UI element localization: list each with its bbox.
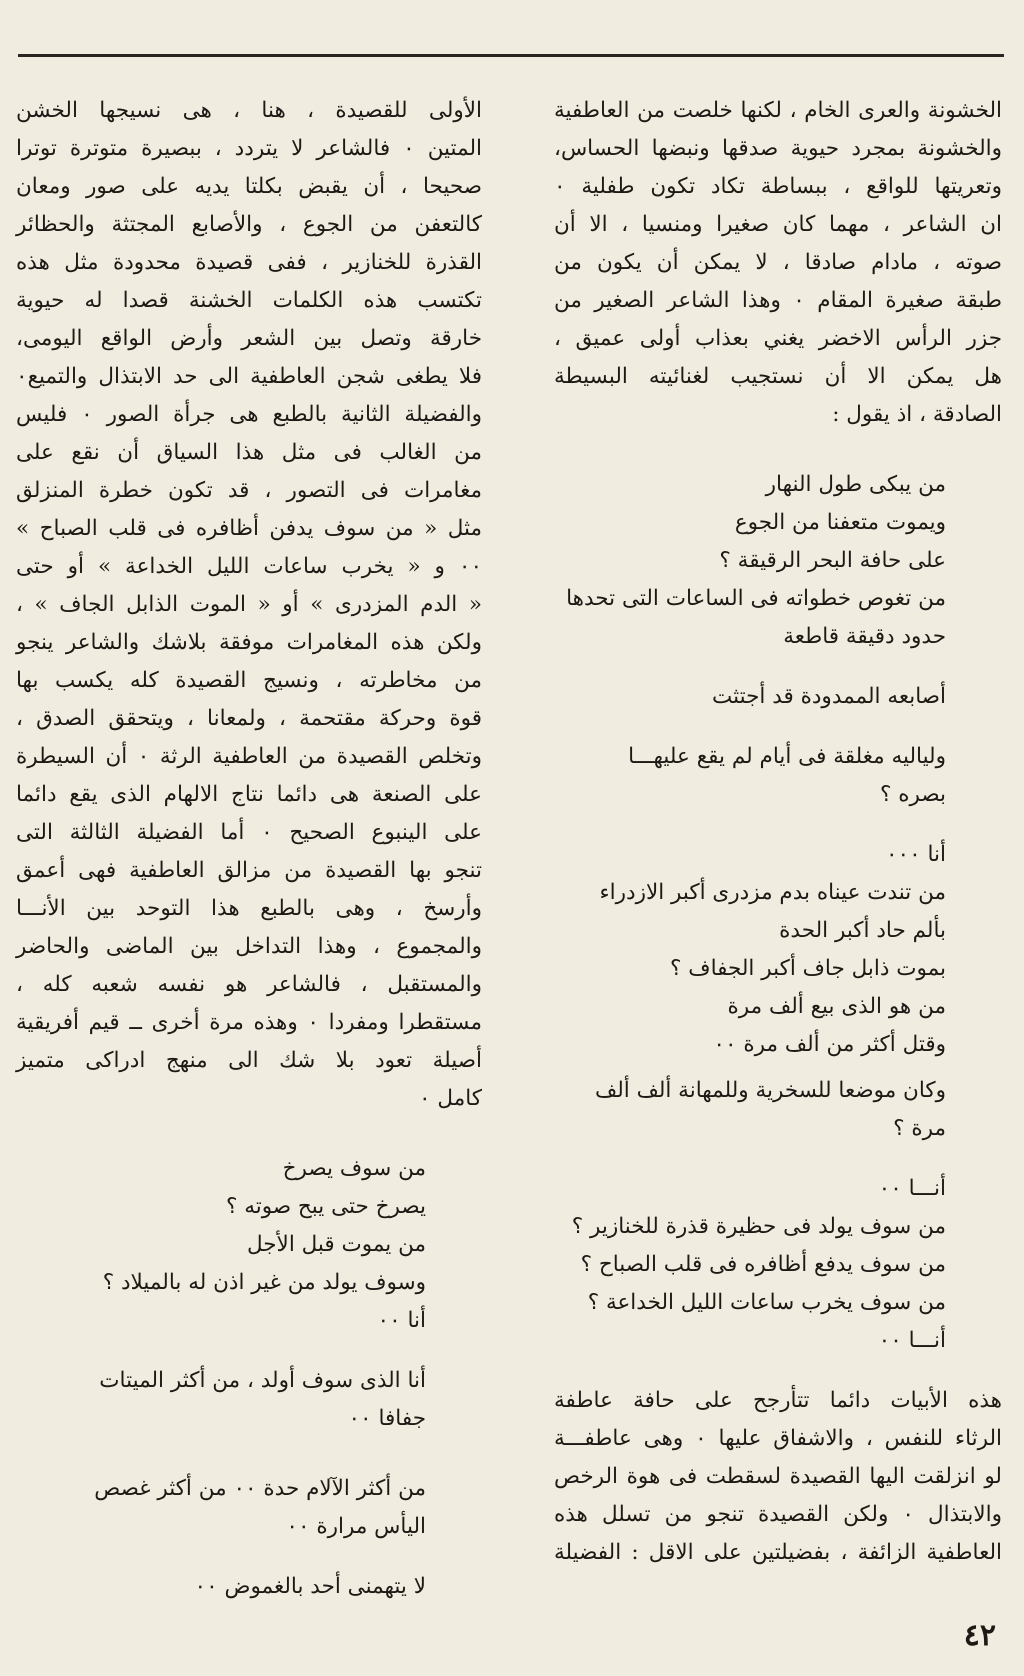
text-line: على الينبوع الصحيح ٠ أما الفضيلة الثالثة التى xyxy=(16,820,482,845)
verse-line: لا يتهمنى أحد بالغموض ٠٠ xyxy=(194,1574,426,1599)
right-poem-stanza-4 xyxy=(554,836,1002,1064)
text-line: هذه الأبيات دائما تتأرجح على حافة عاطفة xyxy=(554,1388,1002,1413)
left-poem-stanza-3 xyxy=(16,1470,482,1546)
text-line: وأرسخ ، وهى بالطبع هذا التوحد بين الأنـــا xyxy=(16,896,482,921)
text-line: أصيلة تعود بلا شك الى منهج ادراكى متميز xyxy=(16,1048,482,1073)
right-poem-stanza-2 xyxy=(554,678,1002,716)
text-line: العاطفية الزائفة ، بفضيلتين على الاقل : الفضيلة xyxy=(554,1540,1002,1565)
text-line: الرثاء للنفس ، والاشفاق عليها ٠ وهى عاطفـــة xyxy=(554,1426,1002,1451)
right-column xyxy=(554,92,1002,1572)
verse-line: بموت ذابل جاف أكبر الجفاف ؟ xyxy=(670,956,946,981)
left-poem-stanza-4 xyxy=(16,1568,482,1606)
text-line: ٠٠ و « يخرب ساعات الليل الخداعة » أو حتى xyxy=(16,554,482,579)
text-line: « الدم المزدرى » أو « الموت الذابل الجاف » ، xyxy=(16,592,482,617)
text-line: والمجموع ، وهذا التداخل بين الماضى والحاضر xyxy=(16,934,482,959)
verse-line: أصابعه الممدودة قد أجتثت xyxy=(712,684,946,709)
text-line: فلا يطغى شجن العاطفية الى حد الابتذال والتميع٠ xyxy=(16,364,482,389)
text-line: على الصنعة هى دائما نتاج الالهام الذى يقع دائما xyxy=(16,782,482,807)
left-column xyxy=(16,92,482,1606)
text-line: ولكن هذه المغامرات موفقة بلاشك والشاعر ينجو xyxy=(16,630,482,655)
right-poem-stanza-5 xyxy=(554,1072,1002,1148)
text-line: تنجو بها القصيدة من مزالق العاطفية فهى أعمق xyxy=(16,858,482,883)
text-line: من مخاطرته ، ونسيج القصيدة كله يكسب بها xyxy=(16,668,482,693)
text-line: هل يمكن الا أن نستجيب لغنائيته البسيطة xyxy=(554,364,1002,389)
right-poem-stanza-3 xyxy=(554,738,1002,814)
verse-line: من سوف يدفع أظافره فى قلب الصباح ؟ xyxy=(580,1252,946,1277)
text-line: مستقطرا ومفردا ٠ وهذه مرة أخرى ــ قيم أفريقية xyxy=(16,1010,482,1035)
text-line: وتعريتها للواقع ، ببساطة تكاد تكون طفلية ٠ xyxy=(554,174,1002,199)
text-line: والمستقبل ، فالشاعر هو نفسه شعبه كله ، xyxy=(16,972,482,997)
text-line: القذرة للخنازير ، ففى قصيدة محدودة مثل هذه xyxy=(16,250,482,275)
verse-line: اليأس مرارة ٠٠ xyxy=(286,1514,426,1539)
verse-line: أنـــا ٠٠ xyxy=(878,1328,946,1353)
text-line: قوة وحركة مقتحمة ، ولمعانا ، ويتحقق الصدق ، xyxy=(16,706,482,731)
verse-line: من سوف يصرخ xyxy=(282,1156,426,1181)
verse-line: من هو الذى بيع ألف مرة xyxy=(727,994,946,1019)
text-line: لو انزلقت اليها القصيدة لسقطت فى هوة الرخص xyxy=(554,1464,1002,1489)
text-line: الصادقة ، اذ يقول : xyxy=(832,402,1002,427)
verse-line: من أكثر الآلام حدة ٠٠ من أكثر غصص xyxy=(94,1476,426,1501)
verse-line: ويموت متعفنا من الجوع xyxy=(734,510,946,535)
verse-line: من تندت عيناه بدم مزدرى أكبر الازدراء xyxy=(599,880,946,905)
verse-line: ولياليه مغلقة فى أيام لم يقع عليهـــا xyxy=(628,744,946,769)
verse-line: حدود دقيقة قاطعة xyxy=(783,624,946,649)
verse-line: وسوف يولد من غير اذن له بالميلاد ؟ xyxy=(102,1270,426,1295)
text-line: مغامرات فى التصور ، قد تكون خطرة المنزلق xyxy=(16,478,482,503)
text-line: والابتذال ٠ ولكن القصيدة تنجو من تسلل هذه xyxy=(554,1502,1002,1527)
text-line: الخشونة والعرى الخام ، لكنها خلصت من العاطفية xyxy=(554,98,1002,123)
text-line: طبقة صغيرة المقام ٠ وهذا الشاعر الصغير من xyxy=(554,288,1002,313)
verse-line: مرة ؟ xyxy=(893,1116,946,1141)
text-line: صحيحا ، أن يقبض بكلتا يديه على صور ومعان xyxy=(16,174,482,199)
text-line: صوته ، مادام صادقا ، لا يمكن أن يكون من xyxy=(554,250,1002,275)
verse-line: أنـــا ٠٠ xyxy=(878,1176,946,1201)
verse-line: وقتل أكثر من ألف مرة ٠٠ xyxy=(713,1032,946,1057)
right-intro-paragraph xyxy=(554,92,1002,434)
text-line: وتخلص القصيدة من العاطفية الرثة ٠ أن السيطرة xyxy=(16,744,483,769)
verse-line: على حافة البحر الرقيقة ؟ xyxy=(719,548,946,573)
text-line: والفضيلة الثانية بالطبع هى جرأة الصور ٠ فليس xyxy=(16,402,482,427)
verse-line: وكان موضعا للسخرية وللمهانة ألف ألف xyxy=(594,1078,946,1103)
verse-line: من سوف يولد فى حظيرة قذرة للخنازير ؟ xyxy=(571,1214,946,1239)
text-line: جزر الرأس الاخضر يغني بعذاب أولى عميق ، xyxy=(554,326,1002,351)
text-line: المتين ٠ فالشاعر لا يتردد ، ببصيرة متوترة توترا xyxy=(16,136,482,161)
verse-line: بصره ؟ xyxy=(879,782,946,807)
verse-line: أنا ٠٠٠ xyxy=(886,842,946,867)
text-line: كالتعفن من الجوع ، والأصابع المجتثة والحظائر xyxy=(16,212,482,237)
header-rule xyxy=(18,54,1004,57)
right-outro-paragraph xyxy=(554,1382,1002,1572)
text-line: تكتسب هذه الكلمات الخشنة قصدا له حيوية xyxy=(16,288,482,313)
page-number: ٤٢ xyxy=(963,1618,996,1653)
verse-line: بألم حاد أكبر الحدة xyxy=(779,918,946,943)
text-line: الأولى للقصيدة ، هنا ، هى نسيجها الخشن xyxy=(16,98,482,123)
verse-line: من سوف يخرب ساعات الليل الخداعة ؟ xyxy=(587,1290,946,1315)
text-line: من الغالب فى مثل هذا السياق أن نقع على xyxy=(16,440,482,465)
text-line: والخشونة بمجرد حيوية صدقها ونبضها الحساس، xyxy=(554,136,1002,161)
text-line: مثل « من سوف يدفن أظافره فى قلب الصباح » xyxy=(16,516,482,541)
verse-line: جفافا ٠٠ xyxy=(348,1406,426,1431)
text-line: خارقة وتصل بين الشعر وأرض الواقع اليومى، xyxy=(16,326,482,351)
verse-line: من يموت قبل الأجل xyxy=(246,1232,426,1257)
verse-line: أنا الذى سوف أولد ، من أكثر الميتات xyxy=(99,1368,426,1393)
right-poem-stanza-1 xyxy=(554,466,1002,656)
verse-line: من يبكى طول النهار xyxy=(765,472,946,497)
text-line: كامل ٠ xyxy=(419,1086,482,1111)
verse-line: يصرخ حتى يبح صوته ؟ xyxy=(225,1194,426,1219)
text-line: ان الشاعر ، مهما كان صغيرا ومنسيا ، الا أن xyxy=(554,212,1002,237)
left-poem-stanza-1 xyxy=(16,1150,482,1340)
left-body-paragraph xyxy=(16,92,482,1118)
left-poem-stanza-2 xyxy=(16,1362,482,1438)
right-poem-stanza-6 xyxy=(554,1170,1002,1360)
verse-line: أنا ٠٠ xyxy=(377,1308,426,1333)
verse-line: من تغوص خطواته فى الساعات التى تحدها xyxy=(566,586,946,611)
